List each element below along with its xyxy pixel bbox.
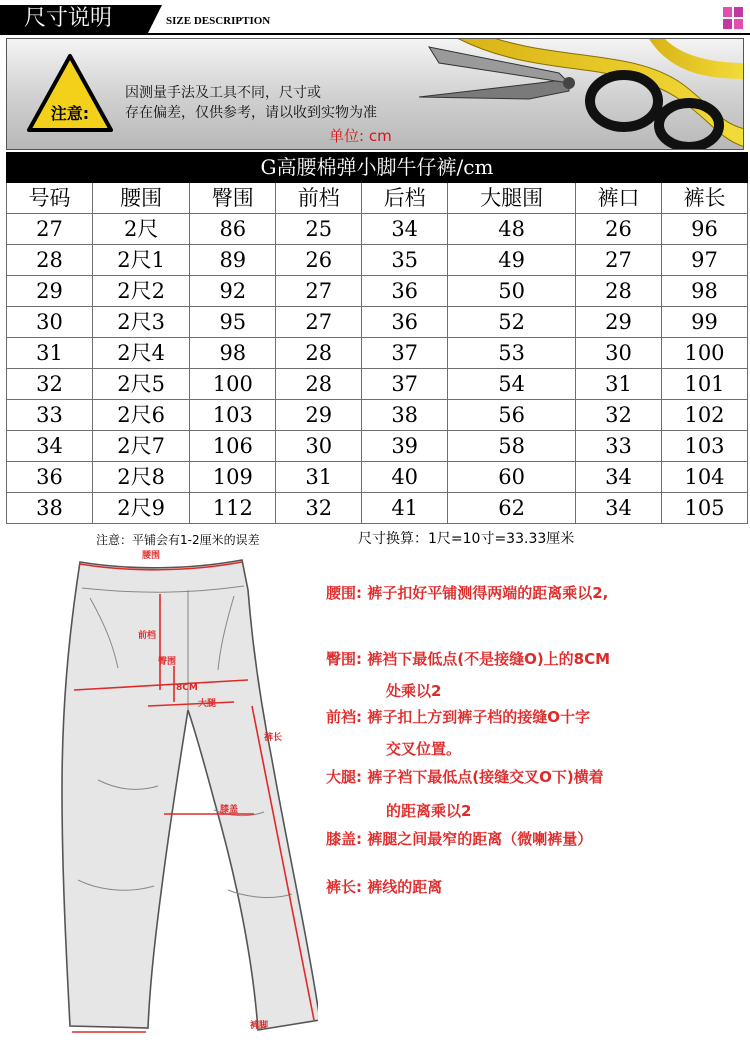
cell-size: 38 [7, 493, 93, 524]
cell-size: 33 [7, 400, 93, 431]
cell-length: 103 [662, 431, 748, 462]
cell-hem: 34 [576, 462, 662, 493]
cell-hip: 103 [190, 400, 276, 431]
cell-size: 32 [7, 369, 93, 400]
desc-thigh-line1: 大腿: 裤子裆下最低点(接缝交叉O下)横着 [326, 768, 604, 786]
cell-back-rise: 38 [362, 400, 448, 431]
measurement-error-note: 注意：平铺会有1-2厘米的误差 [96, 533, 260, 547]
table-header-row [7, 183, 748, 214]
size-table [6, 152, 748, 524]
diagram-label-knee: 膝盖 [220, 805, 239, 815]
desc-length-line1: 裤长: 裤线的距离 [326, 878, 443, 896]
cell-thigh: 49 [448, 245, 576, 276]
cell-back-rise: 35 [362, 245, 448, 276]
diagram-label-thigh: 大腿 [198, 699, 217, 709]
cell-back-rise: 40 [362, 462, 448, 493]
cell-hem: 32 [576, 400, 662, 431]
cell-hip: 112 [190, 493, 276, 524]
diagram-label-hem: 裤脚 [250, 1021, 269, 1031]
cell-thigh: 60 [448, 462, 576, 493]
cell-waist: 2尺4 [92, 338, 189, 369]
desc-rise-line1: 前裆: 裤子扣上方到裤子档的接缝O十字 [326, 708, 590, 726]
cell-waist: 2尺5 [92, 369, 189, 400]
desc-rise-line2: 交叉位置。 [386, 740, 462, 758]
cell-hem: 29 [576, 307, 662, 338]
page-header [0, 0, 750, 36]
unit-conversion-note: 尺寸换算：1尺=10寸=33.33厘米 [358, 531, 575, 547]
notice-line-2: 存在偏差，仅供参考，请以收到实物为准 [125, 105, 377, 121]
cell-back-rise: 37 [362, 369, 448, 400]
cell-front-rise: 27 [276, 307, 362, 338]
cell-hem: 30 [576, 338, 662, 369]
cell-hem: 34 [576, 493, 662, 524]
warning-badge-text: 注意: [50, 104, 90, 123]
cell-length: 101 [662, 369, 748, 400]
cell-waist: 2尺2 [92, 276, 189, 307]
header-cell-length: 裤长 [662, 183, 748, 214]
cell-hip: 92 [190, 276, 276, 307]
cell-length: 96 [662, 214, 748, 245]
cell-waist: 2尺3 [92, 307, 189, 338]
table-row [7, 400, 748, 431]
header-cell-back-rise: 后档 [362, 183, 448, 214]
warning-triangle-icon [27, 53, 113, 133]
cell-size: 31 [7, 338, 93, 369]
cell-hip: 100 [190, 369, 276, 400]
cell-hip: 89 [190, 245, 276, 276]
table-row [7, 369, 748, 400]
brand-logo-icon [722, 6, 744, 30]
cell-size: 29 [7, 276, 93, 307]
header-cell-waist: 腰围 [92, 183, 189, 214]
cell-hip: 109 [190, 462, 276, 493]
cell-hem: 28 [576, 276, 662, 307]
cell-front-rise: 32 [276, 493, 362, 524]
header-title: 尺寸说明 [0, 5, 148, 33]
diagram-label-front-rise: 前档 [138, 631, 157, 641]
cell-waist: 2尺 [92, 214, 189, 245]
table-row [7, 462, 748, 493]
table-row [7, 431, 748, 462]
diagram-label-8cm: 8CM [176, 683, 198, 693]
cell-waist: 2尺8 [92, 462, 189, 493]
cell-thigh: 48 [448, 214, 576, 245]
cell-waist: 2尺9 [92, 493, 189, 524]
cell-size: 36 [7, 462, 93, 493]
cell-front-rise: 28 [276, 338, 362, 369]
cell-back-rise: 36 [362, 276, 448, 307]
cell-hip: 98 [190, 338, 276, 369]
cell-hem: 27 [576, 245, 662, 276]
cell-thigh: 52 [448, 307, 576, 338]
table-row [7, 493, 748, 524]
cell-size: 27 [7, 214, 93, 245]
cell-hip: 95 [190, 307, 276, 338]
cell-front-rise: 29 [276, 400, 362, 431]
cell-length: 105 [662, 493, 748, 524]
notice-line-1: 因测量手法及工具不同，尺寸或 [125, 85, 321, 101]
cell-front-rise: 28 [276, 369, 362, 400]
cell-hem: 26 [576, 214, 662, 245]
cell-thigh: 53 [448, 338, 576, 369]
header-cell-hip: 臀围 [190, 183, 276, 214]
jeans-measurement-diagram [38, 550, 318, 1036]
desc-knee-line1: 膝盖: 裤腿之间最窄的距离（微喇裤量） [326, 830, 593, 848]
cell-back-rise: 36 [362, 307, 448, 338]
cell-length: 104 [662, 462, 748, 493]
desc-waist-line1: 腰围: 裤子扣好平铺测得两端的距离乘以2, [326, 584, 609, 602]
cell-length: 97 [662, 245, 748, 276]
cell-hip: 86 [190, 214, 276, 245]
cell-thigh: 50 [448, 276, 576, 307]
diagram-label-hip: 臀围 [158, 657, 177, 667]
cell-thigh: 58 [448, 431, 576, 462]
cell-back-rise: 39 [362, 431, 448, 462]
diagram-label-waist: 腰围 [142, 551, 161, 561]
cell-front-rise: 30 [276, 431, 362, 462]
header-divider [0, 33, 750, 35]
header-tab-notch [148, 5, 162, 33]
cell-length: 102 [662, 400, 748, 431]
cell-hem: 31 [576, 369, 662, 400]
table-row [7, 245, 748, 276]
cell-size: 28 [7, 245, 93, 276]
table-row [7, 338, 748, 369]
header-cell-size: 号码 [7, 183, 93, 214]
cell-thigh: 56 [448, 400, 576, 431]
desc-hip-line1: 臀围: 裤裆下最低点(不是接缝O)上的8CM [326, 650, 611, 668]
cell-thigh: 62 [448, 493, 576, 524]
cell-front-rise: 31 [276, 462, 362, 493]
cell-front-rise: 27 [276, 276, 362, 307]
cell-back-rise: 41 [362, 493, 448, 524]
cell-back-rise: 34 [362, 214, 448, 245]
cell-thigh: 54 [448, 369, 576, 400]
notice-message [125, 83, 377, 123]
cell-size: 34 [7, 431, 93, 462]
cell-hem: 33 [576, 431, 662, 462]
table-row [7, 307, 748, 338]
unit-label: 单位: cm [329, 127, 392, 145]
cell-waist: 2尺1 [92, 245, 189, 276]
table-row [7, 214, 748, 245]
table-row [7, 276, 748, 307]
header-cell-hem: 裤口 [576, 183, 662, 214]
cell-length: 98 [662, 276, 748, 307]
cell-front-rise: 26 [276, 245, 362, 276]
desc-thigh-line2: 的距离乘以2 [386, 802, 472, 820]
diagram-label-length: 裤长 [264, 733, 283, 743]
cell-hip: 106 [190, 431, 276, 462]
jeans-outline-icon [62, 560, 318, 1030]
header-cell-front-rise: 前档 [276, 183, 362, 214]
header-subtitle: SIZE DESCRIPTION [166, 15, 271, 27]
desc-hip-line2: 处乘以2 [386, 682, 442, 700]
cell-size: 30 [7, 307, 93, 338]
cell-back-rise: 37 [362, 338, 448, 369]
cell-length: 100 [662, 338, 748, 369]
scissors-tape-illustration-icon [419, 39, 744, 150]
cell-length: 99 [662, 307, 748, 338]
table-title: G高腰棉弹小脚牛仔裤/cm [7, 153, 748, 183]
size-table-body [7, 214, 748, 524]
notice-banner [6, 38, 744, 150]
cell-waist: 2尺6 [92, 400, 189, 431]
header-cell-thigh: 大腿围 [448, 183, 576, 214]
cell-waist: 2尺7 [92, 431, 189, 462]
table-title-row [7, 153, 748, 183]
cell-front-rise: 25 [276, 214, 362, 245]
